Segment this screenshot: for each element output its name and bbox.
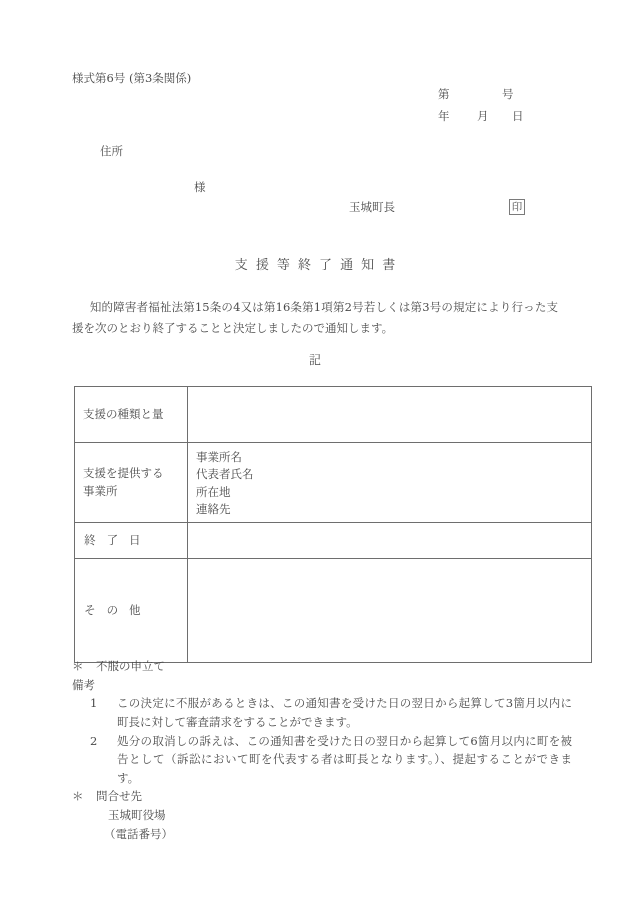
table-row: [75, 523, 592, 559]
contact-office: 玉城町役場: [108, 808, 166, 822]
note-item-text: この決定に不服があるときは、この通知書を受けた日の翌日から起算して3箇月以内に町長に対して審査請求をすることができます。: [117, 696, 572, 729]
recipient-honorific: 様: [194, 180, 206, 194]
contact-title: 問合せ先: [96, 789, 142, 804]
address-label: 住所: [100, 144, 123, 158]
note-item: [72, 732, 572, 788]
note-item: [72, 694, 572, 731]
row-value-other[interactable]: [188, 559, 592, 663]
provider-location: 所在地: [196, 484, 231, 499]
document-number-unit: 号: [502, 87, 514, 101]
year-label: 年: [438, 108, 450, 123]
provider-contact: 連絡先: [196, 501, 231, 516]
row-value-provider[interactable]: [188, 443, 592, 523]
table-row: [75, 559, 592, 663]
asterisk-icon: ＊: [72, 659, 84, 673]
row-value-end-date[interactable]: [188, 523, 592, 559]
row-label-provider: [75, 443, 188, 523]
provider-office-name: 事業所名: [196, 450, 242, 464]
body-paragraph: 知的障害者福祉法第15条の4又は第16条第1項第2号若しくは第3号の規定により行った支援を次のとおり終了することと決定しましたので通知します。: [72, 300, 558, 336]
row-label-end-date: 終了日: [75, 523, 188, 559]
row-label-provider-line2: 事業所: [83, 483, 118, 498]
row-label-provider-line1: 支援を提供する: [83, 466, 164, 481]
support-details-table: [74, 386, 592, 663]
contact-heading: [72, 787, 572, 806]
seal-stamp-box: 印: [509, 199, 525, 215]
provider-representative-name: 代表者氏名: [196, 467, 254, 482]
contact-phone: （電話番号）: [104, 826, 173, 841]
form-number: 様式第6号 (第3条関係): [72, 71, 192, 85]
document-date-row: [438, 108, 548, 126]
row-value-support-type[interactable]: [188, 387, 592, 443]
table-row: [75, 387, 592, 443]
month-label: 月: [477, 108, 489, 123]
remarks-label: 備考: [72, 677, 95, 692]
appeal-title: 不服の申立て: [96, 659, 165, 673]
document-number-row: [438, 86, 548, 104]
issuer-name: 玉城町長: [349, 200, 395, 214]
document-meta: [438, 86, 548, 130]
note-item-number: 1: [90, 696, 98, 711]
row-label-support-type: 支援の種類と量: [75, 387, 188, 443]
note-item-number: 2: [90, 733, 98, 748]
row-label-other: その他: [75, 559, 188, 663]
note-item-text: 処分の取消しの訴えは、この通知書を受けた日の翌日から起算して6箇月以内に町を被告として（訴訟において町を代表する者は町長となります。）、提起することができます。: [117, 733, 572, 785]
ki-marker: 記: [308, 353, 321, 367]
table-row: [75, 443, 592, 523]
appeal-heading: [72, 657, 572, 676]
page-title: 支援等終了通知書: [234, 258, 404, 273]
day-label: 日: [512, 108, 524, 123]
document-number-label: 第: [438, 87, 450, 101]
asterisk-icon: ＊: [72, 789, 84, 804]
notes-section: [72, 657, 572, 843]
